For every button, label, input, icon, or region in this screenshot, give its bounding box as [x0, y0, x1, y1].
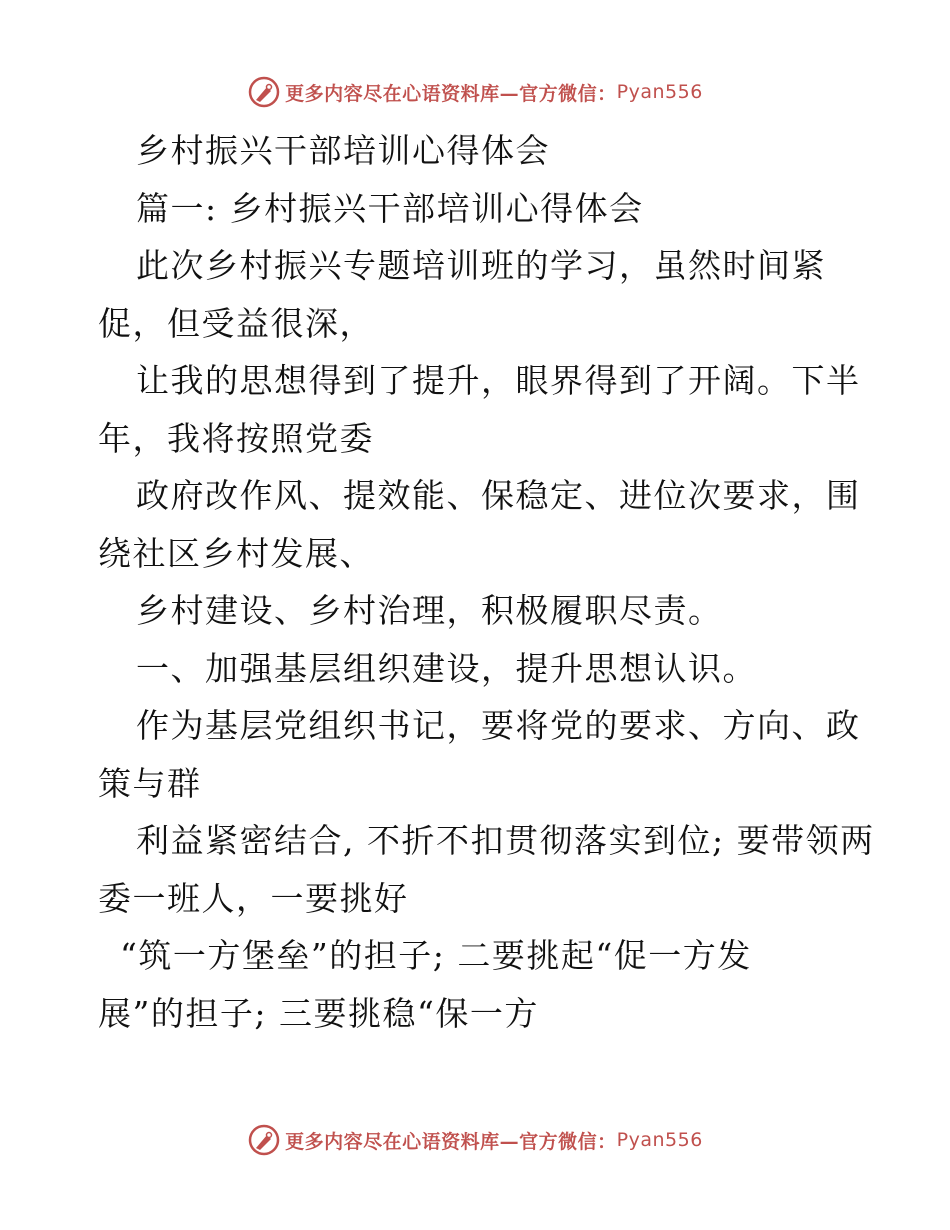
document-title: 乡村振兴干部培训心得体会	[136, 131, 550, 170]
paragraph-line: 绕社区乡村发展、	[98, 533, 374, 573]
paragraph-line: 政府改作风、提效能、保稳定、进位次要求，围	[136, 476, 861, 515]
paragraph-line: 利益紧密结合, 不折不扣贯彻落实到位; 要带领两	[136, 821, 875, 860]
section-heading: 篇一: 乡村振兴干部培训心得体会	[136, 188, 644, 228]
subsection-heading: 一、加强基层组织建设，提升思想认识。	[136, 648, 757, 688]
paragraph-line: 展”的担子; 三要挑稳“保一方	[98, 993, 539, 1033]
paragraph-line: 委一班人，一要挑好	[98, 878, 409, 918]
document-body	[98, 122, 875, 1042]
watermark-wechat-id: Pyan556	[616, 1129, 703, 1151]
watermark-wechat-id: Pyan556	[616, 81, 703, 103]
footer-watermark	[0, 1120, 950, 1160]
paragraph-line: 作为基层党组织书记，要将党的要求、方向、政	[136, 706, 861, 745]
paragraph-line: “筑一方堡垒”的担子; 二要挑起“促一方发	[120, 936, 752, 975]
paragraph-line: 乡村建设、乡村治理，积极履职尽责。	[136, 591, 723, 630]
pen-nib-logo-icon	[247, 1123, 281, 1157]
watermark-text: 更多内容尽在心语资料库—官方微信：	[285, 82, 617, 105]
paragraph-line: 促，但受益很深，	[98, 303, 374, 343]
pen-nib-logo-icon	[247, 75, 281, 109]
paragraph-line: 让我的思想得到了提升，眼界得到了开阔。下半	[136, 361, 861, 400]
header-watermark	[0, 72, 950, 112]
paragraph-line: 年，我将按照党委	[98, 418, 374, 458]
paragraph-line: 策与群	[98, 763, 202, 803]
paragraph-line: 此次乡村振兴专题培训班的学习，虽然时间紧	[136, 246, 826, 285]
watermark-text: 更多内容尽在心语资料库—官方微信：	[285, 1130, 617, 1153]
